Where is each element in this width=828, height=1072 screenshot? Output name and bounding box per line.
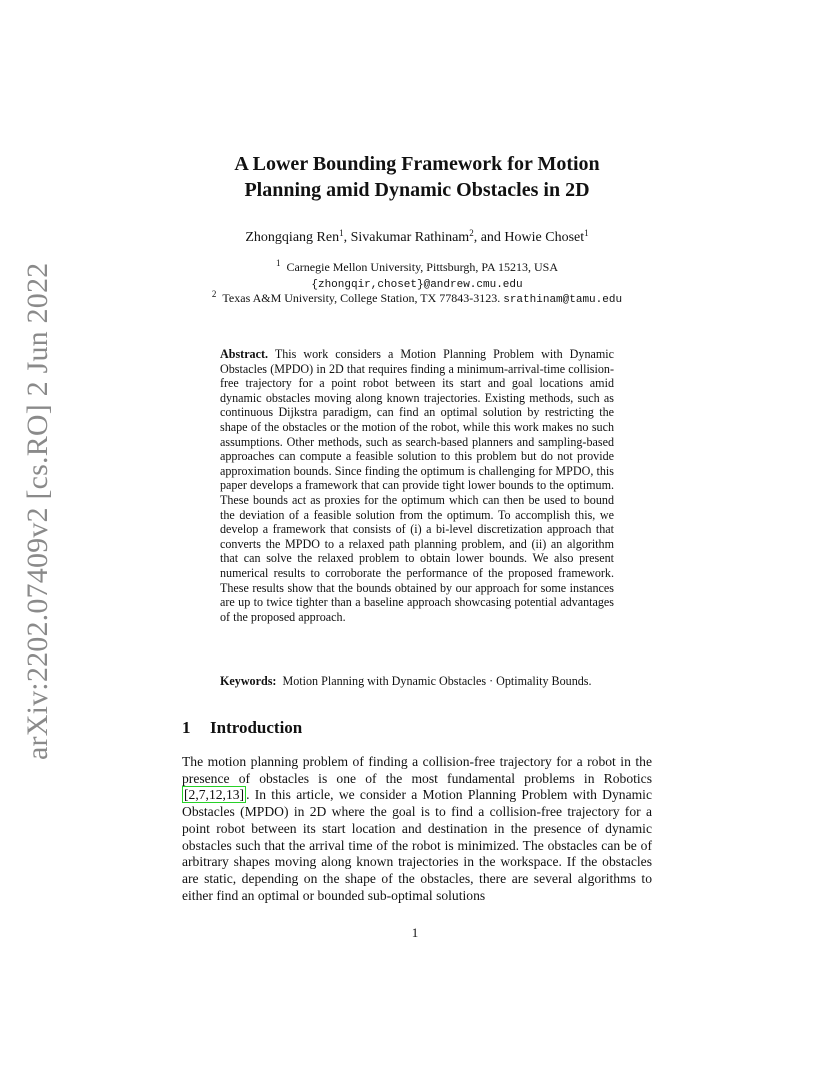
affiliation-text: Texas A&M University, College Station, TX 77843-3123. bbox=[222, 291, 501, 305]
affiliation-text: Carnegie Mellon University, Pittsburgh, PA 15213, USA bbox=[286, 260, 559, 274]
citation-link[interactable]: 13 bbox=[225, 787, 240, 803]
title-line-2: Planning amid Dynamic Obstacles in 2D bbox=[244, 179, 590, 201]
keywords-label: Keywords: bbox=[220, 674, 277, 688]
email-address: srathinam@tamu.edu bbox=[503, 294, 623, 306]
affiliation-mark: 2 bbox=[469, 228, 474, 238]
citation-group[interactable]: [2,7,12,13] bbox=[184, 787, 245, 803]
author-name: Zhongqiang Ren bbox=[245, 230, 340, 245]
keywords bbox=[220, 674, 640, 689]
affiliation-mark: 1 bbox=[584, 228, 589, 238]
author-name: Howie Choset bbox=[504, 230, 585, 245]
citation-bracket: ] bbox=[239, 787, 245, 803]
author-list bbox=[160, 229, 674, 247]
section-heading bbox=[182, 717, 652, 739]
affiliation-mark: 2 bbox=[211, 289, 217, 299]
citation-bracket: [ bbox=[184, 787, 189, 803]
abstract bbox=[220, 347, 614, 624]
page-number: 1 bbox=[411, 925, 419, 940]
abstract-label: Abstract. bbox=[220, 347, 269, 361]
author-separator: , and bbox=[473, 230, 505, 245]
author-name: Sivakumar Rathinam bbox=[350, 230, 470, 245]
affiliation-1 bbox=[160, 259, 674, 275]
paragraph-text: The motion planning problem of finding a collision-free trajectory for a robot in the presence of obstacles is one of the most fundamental problems in Robotics bbox=[182, 754, 652, 786]
affiliation-2 bbox=[150, 290, 684, 308]
keywords-text: Motion Planning with Dynamic Obstacles · Optimality Bounds. bbox=[282, 674, 592, 688]
citation-link[interactable]: 2 bbox=[188, 787, 196, 803]
affiliation-mark: 1 bbox=[275, 258, 281, 268]
citation-link[interactable]: 7 bbox=[198, 787, 206, 803]
section-number: 1 bbox=[182, 718, 191, 737]
section-title: Introduction bbox=[210, 718, 303, 737]
paper-title bbox=[160, 151, 674, 203]
paragraph-text: . In this article, we consider a Motion Planning Problem with Dynamic Obstacles (MPDO) in 2D where the goal is to find a collision-free trajectory for a point robot between its start location and destination in the presence of dynamic obstacles such that the arrival time of the robot is minimized. The obstacles can be of arbitrary shapes moving along known trajectories in the workspace. If the obstacles are static, depending on the shape of the obstacles, there are several algorithms to either find an optimal or bounded sub-optimal solutions bbox=[182, 787, 652, 903]
abstract-text: This work considers a Motion Planning Problem with Dynamic Obstacles (MPDO) in 2D that requires finding a minimum-arrival-time collision-free trajectory for a point robot between its start and goal locations amid dynamic obstacles moving along known trajectories. Existing methods, such as continuous Dijkstra paradigm, can find an optimal solution by restricting the shape of the obstacles or the motion of the robot, while this work makes no such assumptions. Other methods, such as search-based planners and sampling-based approaches can compute a feasible solution to this problem but do not provide approximation bounds. Since finding the optimum is challenging for MPDO, this paper develops a framework that can provide tight lower bounds to the optimum. These bounds act as proxies for the optimum which can then be used to bound the deviation of a feasible solution from the optimum. To accomplish this, we develop a framework that consists of (i) a bi-level discretization approach that converts the MPDO to a relaxed path planning problem, and (ii) an algorithm that can solve the relaxed problem to obtain lower bounds. We also present numerical results to corroborate the performance of the proposed framework. These results show that the bounds obtained by our approach for some instances are up to twice tighter than a baseline approach showcasing potential advantages of the proposed approach. bbox=[220, 347, 614, 624]
title-line-1: A Lower Bounding Framework for Motion bbox=[234, 153, 600, 175]
author-separator: , bbox=[343, 230, 351, 245]
introduction-paragraph bbox=[182, 754, 652, 904]
arxiv-identifier: arXiv:2202.07409v2 [cs.RO] 2 Jun 2022 bbox=[21, 262, 54, 760]
email-address: {zhongqir,choset}@andrew.cmu.edu bbox=[311, 279, 523, 291]
affiliation-mark: 1 bbox=[339, 228, 344, 238]
citation-link[interactable]: 12 bbox=[208, 787, 223, 803]
